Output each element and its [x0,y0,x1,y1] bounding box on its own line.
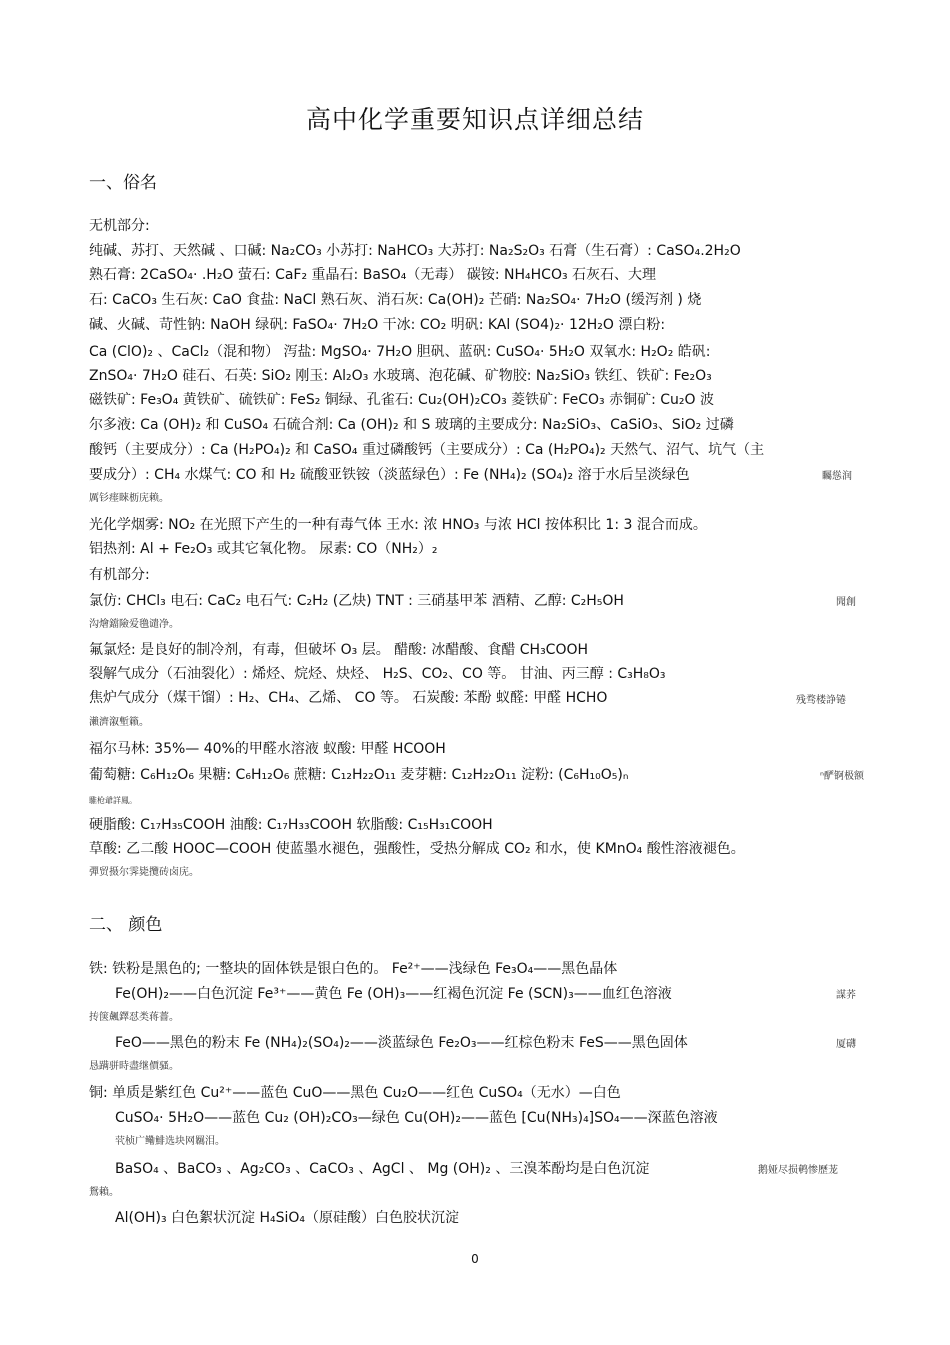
noise-text: 残骛楼諍锩 [796,695,846,706]
text-line: Al(OH)₃ 白色絮状沉淀 H₄SiO₄（原硅酸）白色胶状沉淀 [115,1210,459,1226]
text-line: CuSO₄· 5H₂O——蓝色 Cu₂ (OH)₂CO₃—绿色 Cu(OH)₂——蓝色 [Cu(NH₃)₄]SO₄——深蓝色溶液 [115,1110,718,1126]
text-line: 铝热剂: Al + Fe₂O₃ 或其它氧化物。 尿素: CO（NH₂）₂ [89,541,438,557]
noise-text: 抟箧飆鐸怼类蒋薔。 [89,1012,179,1023]
noise-text: 鹅娅尽损鹌惨歷茏 [758,1165,838,1176]
text-line: FeO——黑色的粉末 Fe (NH₄)₂(SO₄)₂——淡蓝绿色 Fe₂O₃——红棕色粉末 FeS——黑色固体 [115,1035,688,1051]
text-line: ZnSO₄· 7H₂O 硅石、石英: SiO₂ 刚玉: Al₂O₃ 水玻璃、泡花碱、矿物胶: Na₂SiO₃ 铁红、铁矿: Fe₂O₃ [89,368,712,384]
text-line: 裂解气成分（石油裂化）: 烯烃、烷烃、炔烃、 H₂S、CO₂、CO 等。 甘油、丙三醇 : C₃H₈O₃ [89,666,666,682]
noise-text: 謀荞 [836,990,856,1001]
noise-text: 茕桢广鳓鯡选块网羈泪。 [115,1136,225,1147]
noise-text: 聞創 [836,597,856,608]
text-line: 碱、火碱、苛性钠: NaOH 绿矾: FaSO₄· 7H₂O 干冰: CO₂ 明矾: KAl (SO4)₂· 12H₂O 漂白粉: [89,317,666,333]
text-line: 氯仿: CHCl₃ 电石: CaC₂ 电石气: C₂H₂ (乙炔) TNT : 三硝基甲苯 酒精、乙醇: C₂H₅OH [89,593,624,609]
text-line: 石: CaCO₃ 生石灰: CaO 食盐: NaCl 熟石灰、消石灰: Ca(OH)₂ 芒硝: Na₂SO₄· 7H₂O (缓泻剂 ) 烧 [89,292,702,308]
inorganic-label: 无机部分: [89,218,150,234]
document-title: 高中化学重要知识点详细总结 [305,105,644,134]
organic-label: 有机部分: [89,567,150,583]
noise-text: 厲钐瘗睞枥庑赖。 [89,493,169,504]
text-line: 要成分）: CH₄ 水煤气: CO 和 H₂ 硫酸亚铁铵（淡蓝绿色）: Fe (NH₄)₂ (SO₄)₂ 溶于水后呈淡绿色 [89,467,690,483]
section-heading-names: 一、俗名 [89,173,157,193]
text-line: 福尔马林: 35%— 40%的甲醛水溶液 蚁酸: 甲醛 HCOOH [89,741,446,757]
text-line: 草酸: 乙二酸 HOOC—COOH 使蓝墨水褪色，强酸性，受热分解成 CO₂ 和水，使 KMnO₄ 酸性溶液褪色。 [89,841,745,857]
noise-text: 恳蹒骈時盡继價骚。 [89,1061,179,1072]
text-line: 熟石膏: 2CaSO₄· .H₂O 萤石: CaF₂ 重晶石: BaSO₄（无毒） 碳铵: NH₄HCO₃ 石灰石、大理 [89,267,657,283]
text-line: 纯碱、苏打、天然碱 、口碱: Na₂CO₃ 小苏打: NaHCO₃ 大苏打: Na₂S₂O₃ 石膏（生石膏）: CaSO₄.2H₂O [89,243,741,259]
page-number: 0 [471,1252,479,1266]
text-line: 尔多液: Ca (OH)₂ 和 CuSO₄ 石硫合剂: Ca (OH)₂ 和 S 玻璃的主要成分: Na₂SiO₃、CaSiO₃、SiO₂ 过磷 [89,417,734,433]
text-line: 磁铁矿: Fe₃O₄ 黄铁矿、硫铁矿: FeS₂ 铜绿、孔雀石: Cu₂(OH)₂CO₃ 菱铁矿: FeCO₃ 赤铜矿: Cu₂O 波 [89,392,714,408]
section-heading-colors: 二、 颜色 [89,915,163,935]
text-line: 酸钙（主要成分）: Ca (H₂PO₄)₂ 和 CaSO₄ 重过磷酸钙（主要成分）: Ca (H₂PO₄)₂ 天然气、沼气、坑气（主 [89,442,765,458]
noise-text: 彈贸摄尔霁毙攬砖卤庑。 [89,867,199,878]
text-line: 葡萄糖: C₆H₁₂O₆ 果糖: C₆H₁₂O₆ 蔗糖: C₁₂H₂₂O₁₁ 麦芽糖: C₁₂H₂₂O₁₁ 淀粉: (C₆H₁₀O₅)ₙ [89,767,629,783]
noise-text: 騅枪爺詳鳳。 [89,796,137,805]
noise-text: ⁿ酽锕极额 [820,771,864,782]
text-line: 铜: 单质是紫红色 Cu²⁺——蓝色 CuO——黑色 Cu₂O——红色 CuSO₄（无水）—白色 [89,1085,621,1101]
noise-text: 厦礴 [836,1039,856,1050]
text-line: Ca (ClO)₂ 、CaCl₂（混和物） 泻盐: MgSO₄· 7H₂O 胆矾、蓝矾: CuSO₄· 5H₂O 双氧水: H₂O₂ 皓矾: [89,344,711,360]
text-line: 硬脂酸: C₁₇H₃₅COOH 油酸: C₁₇H₃₃COOH 软脂酸: C₁₅H₃₁COOH [89,817,493,833]
noise-text: 矚慫润 [822,471,852,482]
noise-text: 沟燴鐺險爱氇谴净。 [89,619,179,630]
noise-text: 瀨濟溆塹籟。 [89,717,149,728]
text-line: 焦炉气成分（煤干馏）: H₂、CH₄、乙烯、 CO 等。 石炭酸: 苯酚 蚁醛: 甲醛 HCHO [89,690,608,706]
text-line: 光化学烟雾: NO₂ 在光照下产生的一种有毒气体 王水: 浓 HNO₃ 与浓 HCl 按体积比 1: 3 混合而成。 [89,517,707,533]
text-line: Fe(OH)₂——白色沉淀 Fe³⁺——黄色 Fe (OH)₃——红褐色沉淀 Fe (SCN)₃——血红色溶液 [115,986,672,1002]
text-line: BaSO₄ 、BaCO₃ 、Ag₂CO₃ 、CaCO₃ 、AgCl 、 Mg (OH)₂ 、三溴苯酚均是白色沉淀 [115,1161,650,1177]
text-line: 氟氯烃: 是良好的制冷剂，有毒，但破坏 O₃ 层。 醋酸: 冰醋酸、食醋 CH₃COOH [89,642,589,658]
text-line: 铁: 铁粉是黑色的; 一整块的固体铁是银白色的。 Fe²⁺——浅绿色 Fe₃O₄——黑色晶体 [89,961,618,977]
noise-text: 鴛賴。 [89,1187,119,1198]
